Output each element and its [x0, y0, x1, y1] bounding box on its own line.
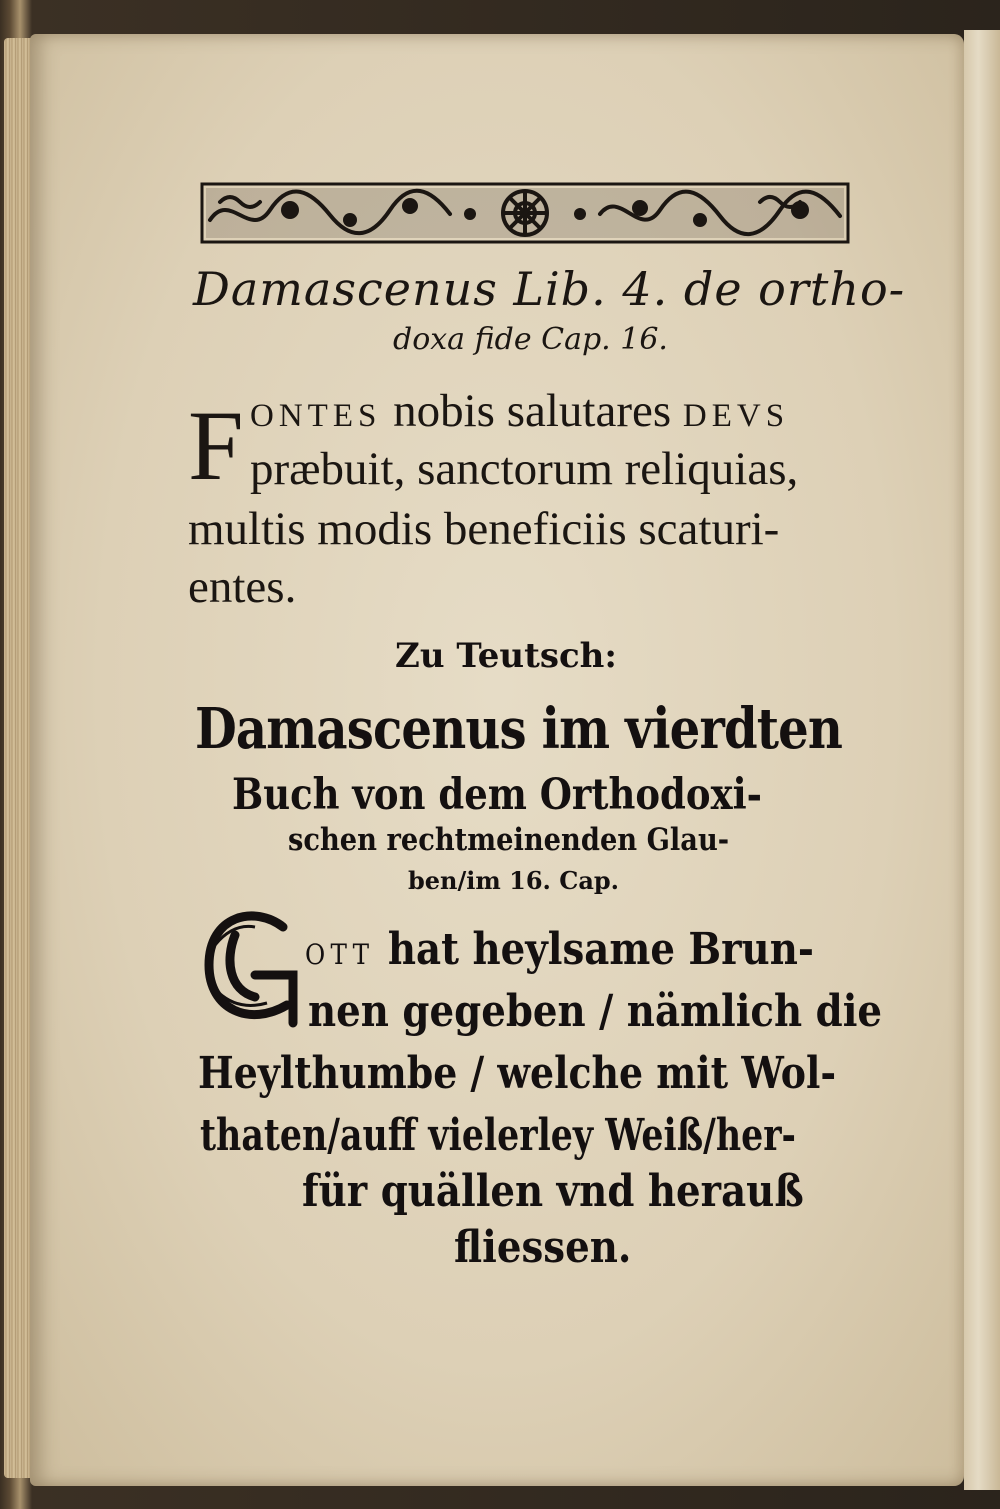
german-dropcap-letter: [10, 10, 11, 11]
german-heading-line-1: Damascenus im vierdten: [195, 696, 843, 762]
german-line-1: [305, 924, 814, 975]
latin-line-3: multis modis beneficiis scaturi-: [188, 503, 780, 555]
latin-heading-line-1: Damascenus Lib. 4. de ortho-: [193, 262, 906, 316]
latin-line-2: præbuit, sanctorum reliquias,: [250, 443, 799, 495]
german-heading-line-2: Buch von dem Orthodoxi-: [232, 770, 763, 820]
latin-heading-line-2: doxa fide Cap. 16.: [393, 322, 668, 357]
german-line-4: thaten/auff vielerley Weiß/her-: [200, 1110, 796, 1161]
facing-page-edge: [964, 30, 1000, 1490]
german-subtitle: Zu Teutsch:: [395, 636, 617, 676]
german-line-3: Heylthumbe / welche mit Wol-: [198, 1048, 837, 1099]
ornamental-header-band-icon: [200, 180, 850, 246]
latin-line-1-text: nobis salutares: [393, 385, 672, 437]
latin-line-4: entes.: [188, 561, 297, 613]
german-dropcap-g-icon: [195, 905, 305, 1035]
latin-dropcap: F: [188, 390, 244, 501]
german-line-1-text: hat heylsame Brun-: [387, 924, 814, 975]
latin-fontes: ONTES: [250, 398, 382, 434]
german-heading-line-3: schen rechtmeinenden Glau-: [288, 822, 730, 858]
german-line-5: für quällen vnd herauß: [302, 1166, 804, 1217]
german-gott: OTT: [305, 938, 375, 971]
latin-line-1: [250, 384, 789, 438]
german-line-6: fliessen.: [454, 1222, 632, 1273]
latin-deus: DEVS: [682, 398, 790, 434]
german-heading-line-4: ben/im 16. Cap.: [408, 866, 620, 895]
german-line-2: nen gegeben / nämlich die: [308, 986, 883, 1037]
